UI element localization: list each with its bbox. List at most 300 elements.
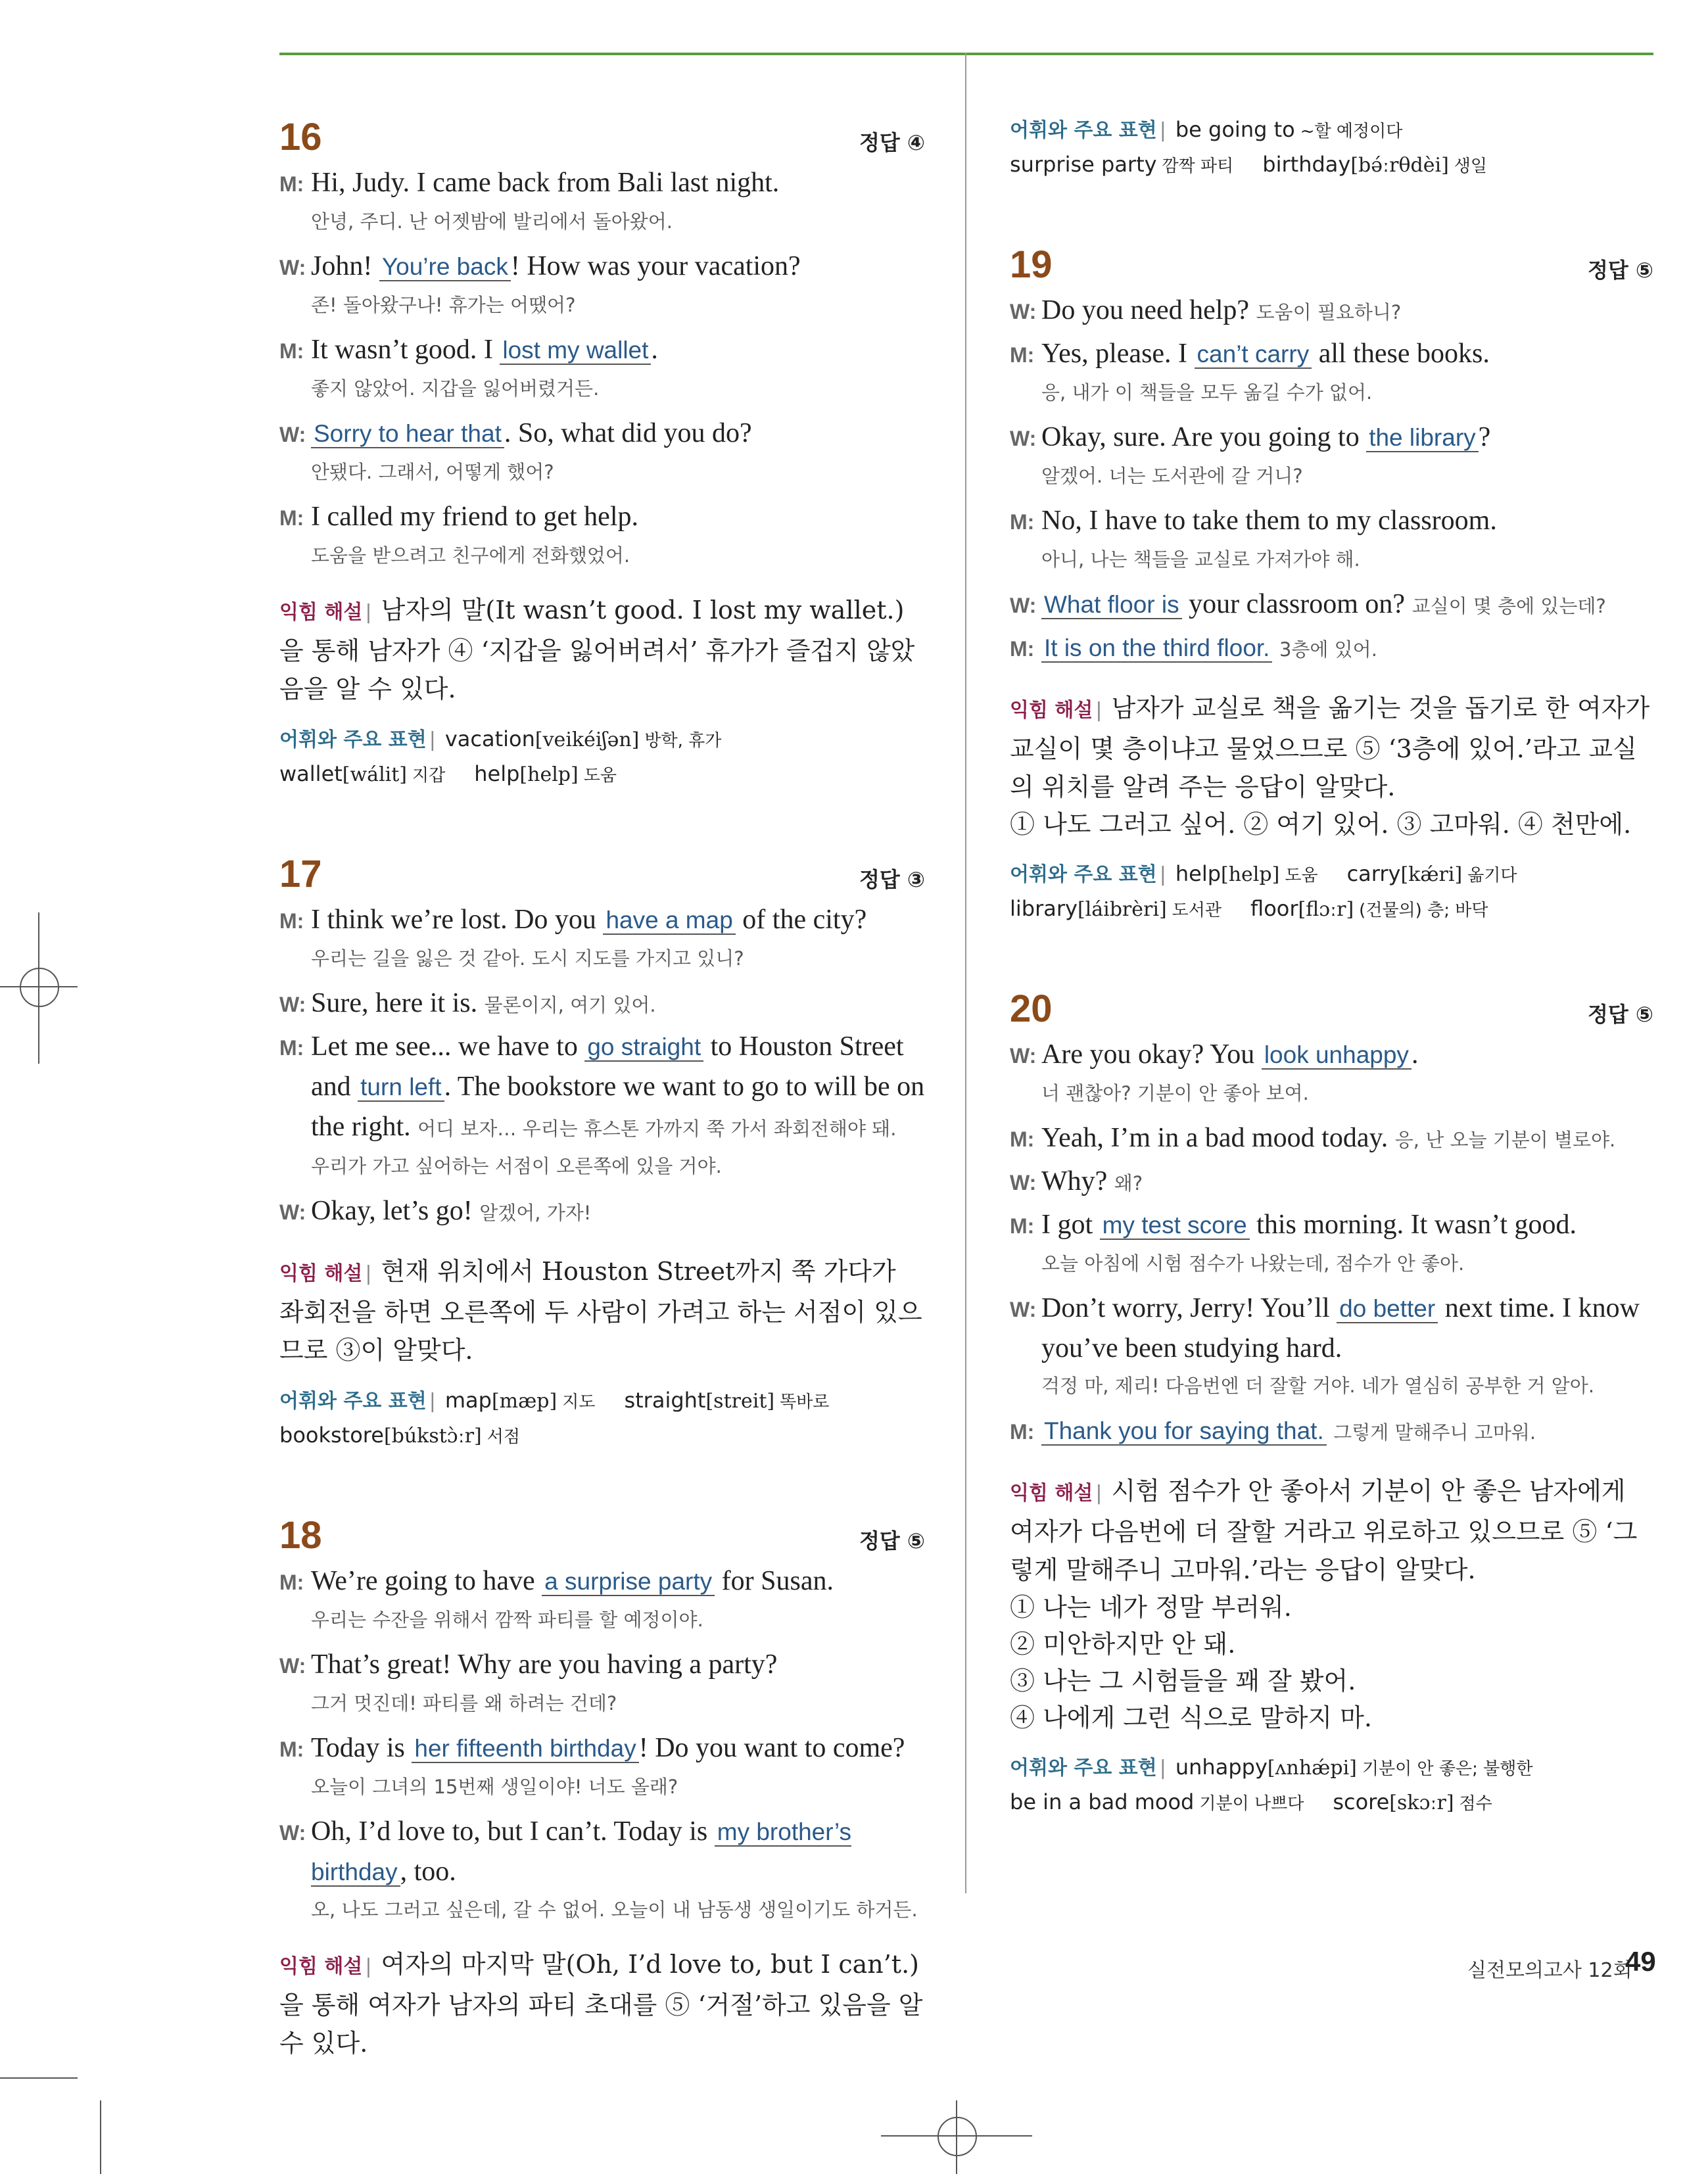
dialogue-line [1010,417,1653,458]
translation-inline: 왜? [1114,1172,1143,1194]
vocab-block [1010,1751,1653,1820]
translation-inline: 어디 보자… 우리는 휴스톤 가까지 쭉 가서 좌회전해야 돼. [417,1118,897,1140]
english-text: next time. I know you’ve been studying hard. [1041,1293,1640,1363]
vocab-meaning: 지도 [562,1392,596,1412]
translation-inline: 응, 난 오늘 기분이 별로야. [1394,1129,1616,1151]
dialogue-line [1010,501,1653,542]
vocab-pronunciation: [láibrèri] [1077,898,1167,921]
english-text: No, I have to take them to my classroom. [1041,506,1497,536]
english-text: ! How was your vacation? [510,251,801,281]
english-text: ? [1478,422,1491,452]
dialogue-line [1010,1035,1653,1075]
dialogue-line [1010,334,1653,375]
english-text: I called my friend to get help. [311,502,638,532]
question-section [279,842,925,1453]
vocab-item [1175,1755,1533,1780]
translation-inline: 교실이 몇 층에 있는데? [1411,595,1606,617]
crop-mark [100,2100,101,2174]
translation-inline: 3층에 있어. [1279,638,1377,661]
english-text: Do you need help? [1041,295,1256,325]
dialogue-line [1010,584,1653,626]
speaker-label: W: [1010,300,1037,323]
dialogue-text [1041,584,1606,626]
dialogue-line [279,1645,925,1686]
separator: | [429,1390,436,1413]
vocab-word: surprise party [1010,152,1157,177]
speaker-label: M: [1010,343,1035,367]
answer-key: 정답 ⑤ [859,1528,925,1553]
english-text: . The bookstore we want to go to will be on the right. [311,1072,925,1142]
english-text: Hi, Judy. I came back from Bali last night. [311,168,780,198]
dialogue-text [311,330,658,371]
page-number: 49 [1625,1946,1656,1977]
english-text: Today is [311,1733,412,1763]
dialogue-text [311,1812,925,1892]
explanation-text: 남자의 말(It wasn’t good. I lost my wallet.)을 통해 남자가 ④ ‘지갑을 잃어버려서’ 휴가가 즐겁지 않았음을 알 수 있다. [279,596,915,703]
answer-blank: look unhappy [1262,1041,1411,1070]
vocab-meaning: 깜짝 파티 [1162,156,1234,176]
translation: 그거 멋진데! 파티를 왜 하려는 건데? [311,1692,617,1714]
answer-blank: turn left [358,1074,444,1102]
vocab-pronunciation: [skɔːr] [1389,1791,1454,1814]
dialogue-text [1041,1035,1418,1075]
english-text: your classroom on? [1181,589,1412,619]
separator: | [429,728,436,751]
right-column [1010,99,1653,1870]
choice-item: ② 미안하지만 안 돼. [1010,1630,1236,1659]
english-text: Okay, sure. Are you going to [1041,422,1367,452]
translation: 존! 돌아왔구나! 휴가는 어땠어? [311,294,576,316]
question-header [1010,977,1653,1028]
separator: | [1159,863,1166,886]
explanation-label: 익힘 해설 [279,601,363,624]
vocab-word: library [1010,896,1078,921]
dialogue-text [1041,291,1401,332]
dialogue-line [279,330,925,371]
speaker-label: M: [279,909,304,933]
explanation-label: 익힘 해설 [1010,1482,1093,1505]
vocab-item [1010,152,1233,177]
english-text: Sure, here it is. [311,988,485,1018]
english-text: Yeah, I’m in a bad mood today. [1041,1123,1395,1153]
question-section [279,105,925,792]
answer-blank: have a map [603,907,735,935]
question-header [279,842,925,893]
english-text: . [651,335,658,365]
english-text: , too. [400,1856,456,1887]
vocab-item [1347,861,1517,886]
vocab-item [1010,1789,1304,1814]
speaker-label: W: [279,993,306,1016]
choice-item: ① 나도 그러고 싶어. ② 여기 있어. ③ 고마워. ④ 천만에. [1010,810,1632,839]
vocab-word: straight [624,1388,706,1413]
separator: | [1095,699,1103,722]
vocab-block [1010,857,1653,927]
question-section [1010,977,1653,1820]
english-text: Okay, let’s go! [311,1196,480,1226]
dialogue-line [279,1561,925,1602]
translation: 알겠어. 너는 도서관에 갈 거니? [1041,465,1303,487]
dialogue-line [279,1027,925,1148]
speaker-label: W: [279,1654,306,1678]
answer-blank: It is on the third floor. [1041,634,1272,663]
question-number: 20 [1010,987,1053,1030]
vocab-word: help [474,761,520,786]
vocab-pronunciation: [flɔːr] [1298,898,1354,921]
dialogue-line [279,983,925,1025]
speaker-label: W: [1010,594,1037,617]
choice-list [1010,1589,1653,1736]
translation: 안녕, 주디. 난 어젯밤에 발리에서 돌아왔어. [311,210,673,233]
translation: 오늘 아침에 시험 점수가 나왔는데, 점수가 안 좋아. [1041,1252,1465,1275]
vocab-pronunciation: [bə́ːrθdèi] [1350,154,1449,177]
speaker-label: W: [279,1200,306,1224]
vocab-line [1010,1785,1653,1820]
translation: 좋지 않았어. 지갑을 잃어버렸거든. [311,377,600,400]
vocab-block [1010,113,1653,183]
question-number: 19 [1010,243,1053,286]
vocab-meaning: 도서관 [1172,901,1222,920]
vocab-pronunciation: [kǽri] [1400,863,1463,886]
vocab-word: be going to [1175,117,1295,142]
vocab-line [1010,892,1653,927]
question-section [1010,113,1653,183]
answer-blank: You’re back [379,253,511,281]
dialogue-line [1010,628,1653,669]
english-text: of the city? [735,905,867,935]
english-text: That’s great! Why are you having a party? [311,1649,778,1680]
speaker-label: W: [1010,1044,1037,1068]
english-text: . [1411,1039,1419,1070]
answer-blank: Thank you for saying that. [1041,1417,1327,1446]
english-text: I think we’re lost. Do you [311,905,604,935]
vocab-label: 어휘와 주요 표현 [1010,119,1157,142]
separator: | [1159,119,1166,142]
separator: | [365,1262,372,1285]
dialogue-text [311,497,638,538]
dialogue-text [311,1191,591,1233]
dialogue-line [279,247,925,287]
english-text: ! Do you want to come? [638,1733,905,1763]
english-text: all these books. [1312,339,1490,369]
translation: 안됐다. 그래서, 어떻게 했어? [311,461,554,483]
dialogue-line [279,163,925,204]
vocab-line [279,757,925,792]
speaker-label: M: [1010,1420,1035,1444]
vocab-block [279,1384,925,1453]
vocab-meaning: 방학, 휴가 [644,731,722,751]
question-number: 16 [279,116,322,158]
vocab-item [279,761,445,786]
speaker-label: M: [279,1737,304,1761]
vocab-word: map [444,1388,492,1413]
vocab-word: birthday [1262,152,1351,177]
vocab-meaning: 서점 [486,1427,520,1447]
dialogue-line [279,900,925,941]
english-text: . So, what did you do? [504,418,752,448]
choice-item: ④ 나에게 그런 식으로 말하지 마. [1010,1703,1372,1732]
vocab-label: 어휘와 주요 표현 [279,1390,427,1413]
dialogue-text [311,983,656,1025]
question-number: 18 [279,1514,322,1557]
vocab-item [1175,861,1318,886]
dialogue-text [311,247,801,287]
separator: | [365,1955,372,1978]
explanation-label: 익힘 해설 [279,1955,363,1978]
answer-key: 정답 ④ [859,130,925,155]
question-header [279,105,925,156]
footer-label: 실전모의고사 12회 [1467,1959,1632,1982]
translation: 도움을 받으려고 친구에게 전화했었어. [311,544,630,567]
dialogue-text [1041,417,1490,458]
speaker-label: M: [1010,510,1035,534]
dialogue-text [311,1728,905,1769]
vocab-pronunciation: [streit] [705,1390,775,1413]
english-text: Why? [1041,1166,1114,1196]
english-text: for Susan. [715,1566,834,1596]
dialogue-line [279,1191,925,1233]
vocab-word: unhappy [1175,1755,1268,1780]
vocab-pronunciation: [help] [1221,863,1280,886]
dialogue-line [279,497,925,538]
vocab-word: floor [1250,896,1298,921]
translation: 걱정 마, 제리! 다음번엔 더 잘할 거야. 네가 열심히 공부한 거 알아. [1041,1375,1595,1397]
question-header [1010,233,1653,284]
dialogue-line [1010,1411,1653,1452]
english-text: Are you okay? You [1041,1039,1262,1070]
english-text: this morning. It wasn’t good. [1249,1210,1577,1240]
vocab-meaning: ~할 예정이다 [1300,122,1403,141]
translation: 응, 내가 이 책들을 모두 옮길 수가 없어. [1041,381,1373,404]
english-text: John! [311,251,379,281]
dialogue-text [1041,501,1497,542]
speaker-label: M: [279,1036,304,1060]
explanation [1010,689,1653,806]
question-section [1010,233,1653,927]
vocab-word: vacation [444,726,535,751]
choice-item: ① 나는 네가 정말 부러워. [1010,1593,1292,1622]
english-text: Oh, I’d love to, but I can’t. Today is [311,1816,715,1847]
answer-blank: lost my wallet [500,337,651,365]
dialogue-text [1041,1118,1615,1160]
dialogue-line [279,414,925,454]
vocab-item [1010,896,1222,921]
translation: 아니, 나는 책들을 교실로 가져가야 해. [1041,548,1360,571]
explanation [279,1945,925,2062]
speaker-label: M: [279,339,304,363]
dialogue-line [1010,1118,1653,1160]
vocab-item [445,726,722,751]
vocab-word: bookstore [279,1423,384,1448]
explanation-text: 시험 점수가 안 좋아서 기분이 안 좋은 남자에게 여자가 다음번에 더 잘할 거라고 위로하고 있으므로 ⑤ ‘그렇게 말해주니 고마워.’라는 응답이 알맞다. [1010,1477,1638,1584]
vocab-meaning: 기분이 나쁘다 [1199,1794,1304,1814]
speaker-label: W: [1010,1171,1037,1194]
vocab-label: 어휘와 주요 표현 [1010,1757,1157,1780]
vocab-meaning: 생일 [1454,156,1488,176]
translation-inline: 도움이 필요하니? [1256,301,1402,323]
translation: 우리는 길을 잃은 것 같아. 도시 지도를 가지고 있니? [311,947,744,970]
vocab-pronunciation: [ʌnhǽpi] [1267,1757,1357,1780]
vocab-meaning: 옮기다 [1467,866,1517,886]
english-text: I got [1041,1210,1100,1240]
vocab-meaning: (건물의) 층; 바닥 [1359,901,1488,920]
vocab-meaning: 기분이 안 좋은; 불행한 [1362,1759,1533,1779]
vocab-word: carry [1346,861,1401,886]
english-text: Don’t worry, Jerry! You’ll [1041,1293,1337,1323]
vocab-item [1262,152,1487,177]
dialogue-text [311,1027,925,1148]
vocab-meaning: 점수 [1459,1794,1492,1814]
answer-blank: my brother’s birthday [311,1818,852,1885]
dialogue-text [1041,1205,1577,1246]
vocab-meaning: 도움 [583,766,617,786]
vocab-word: be in a bad mood [1010,1789,1195,1814]
english-text: to Houston Street and [311,1031,904,1102]
vocab-pronunciation: [veikéiʃən] [534,728,640,751]
vocab-label: 어휘와 주요 표현 [279,728,427,751]
separator: | [1095,1482,1103,1505]
dialogue-line [279,1728,925,1769]
vocab-line [279,1384,925,1419]
speaker-label: W: [1010,427,1037,450]
vocab-block [279,722,925,792]
answer-blank: the library [1366,424,1478,452]
answer-blank: can’t carry [1195,341,1312,369]
dialogue-text [1041,1162,1143,1203]
speaker-label: W: [279,1821,306,1845]
dialogue-text [1041,1411,1536,1452]
speaker-label: M: [279,506,304,530]
vocab-line [1010,1751,1653,1785]
column-divider [965,53,966,1893]
vocab-item [474,761,617,786]
speaker-label: M: [1010,1214,1035,1238]
vocab-meaning: 도움 [1285,866,1318,886]
dialogue-line [1010,1205,1653,1246]
vocab-item [445,1388,596,1413]
crop-mark [0,2077,78,2079]
explanation-label: 익힘 해설 [279,1262,363,1285]
vocab-pronunciation: [búkstɔ̀ːr] [383,1425,482,1448]
dialogue-text [311,900,866,941]
english-text [1272,632,1279,663]
answer-blank: do better [1337,1295,1438,1323]
vocab-line [1010,148,1653,183]
speaker-label: W: [279,423,306,446]
vocab-meaning: 지갑 [412,766,446,786]
explanation [279,1252,925,1369]
dialogue-line [1010,291,1653,332]
question-header [279,1503,925,1555]
speaker-label: W: [279,256,306,279]
vocab-word: wallet [279,761,343,786]
english-text: Let me see... we have to [311,1031,585,1062]
translation: 너 괜찮아? 기분이 안 좋아 보여. [1041,1082,1309,1104]
explanation [1010,1472,1653,1589]
speaker-label: M: [279,1571,304,1594]
dialogue-text [311,1645,777,1686]
explanation-label: 익힘 해설 [1010,699,1093,722]
translation: 오, 나도 그러고 싶은데, 갈 수 없어. 오늘이 내 남동생 생일이기도 하거든. [311,1899,918,1921]
answer-blank: Sorry to hear that [311,420,504,448]
answer-blank: my test score [1100,1212,1250,1240]
answer-blank: go straight [584,1033,703,1062]
english-text: Yes, please. I [1041,339,1195,369]
answer-blank: What floor is [1041,591,1182,619]
answer-blank: her fifteenth birthday [412,1735,638,1763]
dialogue-text [311,414,752,454]
dialogue-line [1010,1288,1653,1368]
translation: 오늘이 그녀의 15번째 생일이야! 너도 올래? [311,1776,678,1798]
choice-item: ③ 나는 그 시험들을 꽤 잘 봤어. [1010,1666,1356,1695]
answer-blank: a surprise party [542,1568,715,1596]
dialogue-text [1041,628,1377,669]
vocab-word: score [1333,1789,1390,1814]
translation-inline: 그렇게 말해주니 고마워. [1333,1421,1536,1444]
choice-list [1010,806,1653,843]
vocab-line [279,722,925,757]
translation-inline: 알겠어, 가자! [479,1202,592,1224]
left-column [279,105,925,2112]
answer-key: 정답 ⑤ [1587,258,1653,283]
separator: | [1159,1757,1166,1780]
vocab-meaning: 똑바로 [780,1392,830,1412]
translation: 우리가 가고 싶어하는 서점이 오른쪽에 있을 거야. [311,1155,722,1177]
speaker-label: W: [1010,1298,1037,1321]
vocab-line [279,1419,925,1453]
vocab-item [279,1423,520,1448]
dialogue-line [1010,1162,1653,1203]
dialogue-text [1041,334,1490,375]
vocab-item [1250,896,1488,921]
answer-key: 정답 ⑤ [1587,1002,1653,1027]
vocab-item [1175,117,1402,142]
registration-mark [937,2117,977,2156]
speaker-label: M: [1010,1127,1035,1151]
english-text: We’re going to have [311,1566,542,1596]
translation-inline: 물론이지, 여기 있어. [484,994,656,1016]
speaker-label: M: [1010,637,1035,661]
explanation-text: 여자의 마지막 말(Oh, I’d love to, but I can’t.)을 통해 여자가 남자의 파티 초대를 ⑤ ‘거절’하고 있음을 알 수 있다. [279,1950,923,2058]
explanation [279,591,925,708]
question-number: 17 [279,853,322,895]
dialogue-text [1041,1288,1653,1368]
dialogue-line [279,1812,925,1892]
explanation-text: 현재 위치에서 Houston Street까지 쭉 가다가 좌회전을 하면 오른쪽에 두 사람이 가려고 하는 서점이 있으므로 ③이 알맞다. [279,1257,922,1365]
translation: 우리는 수잔을 위해서 깜짝 파티를 할 예정이야. [311,1609,703,1631]
vocab-label: 어휘와 주요 표현 [1010,863,1157,886]
vocab-item [1333,1789,1492,1814]
vocab-pronunciation: [wálit] [342,763,408,786]
vocab-word: help [1175,861,1222,886]
top-rule [279,53,1653,55]
dialogue-text [311,1561,834,1602]
separator: | [365,601,372,624]
vocab-item [624,1388,829,1413]
english-text: It wasn’t good. I [311,335,500,365]
answer-key: 정답 ③ [859,867,925,892]
dialogue-text [311,163,779,204]
vocab-pronunciation: [help] [519,763,579,786]
vocab-line [1010,857,1653,892]
vocab-line [1010,113,1653,148]
question-section [279,1503,925,2062]
explanation-text: 남자가 교실로 책을 옮기는 것을 돕기로 한 여자가 교실이 몇 층이냐고 물었으므로 ⑤ ‘3층에 있어.’라고 교실의 위치를 알려 주는 응답이 알맞다. [1010,694,1650,801]
registration-mark [20,968,59,1007]
english-text [1327,1415,1334,1446]
speaker-label: M: [279,172,304,196]
vocab-pronunciation: [mæp] [491,1390,557,1413]
